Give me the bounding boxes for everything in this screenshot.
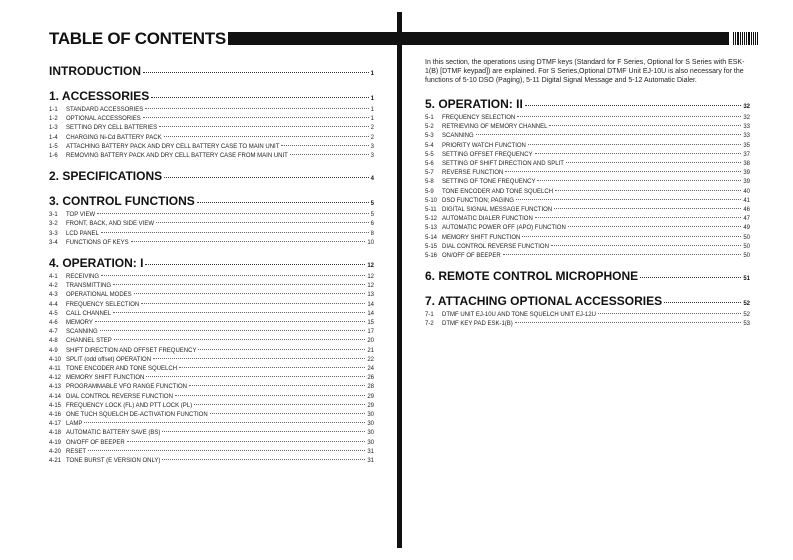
entry-number: 5-6 — [425, 161, 434, 168]
entry-number: 1-6 — [49, 153, 58, 160]
entry-page-number: 21 — [367, 347, 374, 354]
section-page-number: 5 — [370, 201, 374, 208]
right-header-ticks — [733, 32, 758, 45]
dot-leader — [146, 376, 365, 377]
entry-label: CHANNEL STEP — [66, 338, 112, 345]
toc-entry[interactable] — [425, 178, 750, 187]
toc-entry[interactable] — [49, 365, 374, 374]
entry-number: 4-5 — [49, 310, 58, 317]
entry-page-number: 15 — [367, 320, 374, 327]
right-toc-column — [425, 58, 750, 330]
toc-entry[interactable] — [49, 374, 374, 383]
entry-page-number: 46 — [743, 207, 750, 214]
entry-label: SHIFT DIRECTION AND OFFSET FREQUENCY — [66, 347, 197, 354]
dot-leader — [145, 108, 368, 109]
entry-page-number: 28 — [367, 384, 374, 391]
toc-entry[interactable] — [49, 402, 374, 411]
toc-entry[interactable] — [49, 319, 374, 328]
dot-leader — [515, 322, 742, 323]
toc-entry[interactable] — [49, 211, 374, 220]
entry-page-number: 20 — [367, 338, 374, 345]
entry-label: DIGITAL SIGNAL MESSAGE FUNCTION — [442, 207, 553, 214]
entry-label: AUTOMATIC DIALER FUNCTION — [442, 216, 533, 223]
toc-entry[interactable] — [425, 142, 750, 151]
entry-label: REMOVING BATTERY PACK AND DRY CELL BATTERY CASE FROM MAIN UNIT — [66, 153, 288, 160]
dot-leader — [281, 145, 368, 146]
dot-leader — [568, 226, 742, 227]
entry-page-number: 10 — [367, 239, 374, 246]
toc-section[interactable] — [425, 294, 750, 311]
dot-leader — [88, 450, 365, 451]
entry-label: MEMORY — [66, 320, 93, 327]
entry-page-number: 37 — [743, 151, 750, 158]
toc-entry[interactable] — [425, 197, 750, 206]
entry-number: 7-2 — [425, 321, 434, 328]
dot-leader — [476, 134, 742, 135]
toc-entry[interactable] — [425, 132, 750, 141]
entry-number: 4-16 — [49, 412, 62, 419]
dot-leader — [134, 293, 366, 294]
left-toc-column — [49, 56, 374, 466]
entry-number: 4-14 — [49, 393, 62, 400]
dot-leader — [528, 144, 741, 145]
entry-page-number: 3 — [370, 153, 374, 160]
section-title: 5. OPERATION: II — [425, 97, 523, 111]
entry-label: ON/OFF OF BEEPER — [442, 253, 501, 260]
toc-entry[interactable] — [49, 393, 374, 402]
entry-page-number: 8 — [370, 230, 374, 237]
toc-entry[interactable] — [49, 337, 374, 346]
entry-number: 4-20 — [49, 448, 62, 455]
entry-label: FREQUENCY SELECTION — [442, 115, 516, 121]
entry-number: 4-1 — [49, 274, 58, 281]
toc-entry[interactable] — [49, 143, 374, 152]
toc-entry[interactable] — [425, 215, 750, 224]
toc-section[interactable] — [425, 269, 750, 286]
entry-label: DIAL CONTROL REVERSE FUNCTION — [442, 243, 549, 250]
entry-number: 4-2 — [49, 283, 58, 290]
dot-leader — [97, 213, 369, 214]
entry-number: 4-9 — [49, 347, 58, 354]
dot-leader — [143, 72, 369, 73]
entry-page-number: 31 — [367, 448, 374, 455]
toc-entry[interactable] — [425, 188, 750, 197]
entry-page-number: 22 — [367, 356, 374, 363]
entry-page-number: 52 — [743, 312, 750, 319]
section-page-number: 1 — [370, 96, 374, 102]
entry-page-number: 40 — [743, 188, 750, 195]
entry-page-number: 39 — [743, 179, 750, 186]
dot-leader — [522, 236, 741, 237]
dot-leader — [179, 367, 365, 368]
entry-number: 4-19 — [49, 439, 62, 446]
entry-label: ATTACHING BATTERY PACK AND DRY CELL BATTERY CASE TO MAIN UNIT — [66, 143, 280, 150]
entry-number: 1-4 — [49, 134, 58, 141]
entry-label: OPERATIONAL MODES — [66, 292, 132, 299]
entry-page-number: 29 — [367, 402, 374, 409]
dot-leader — [101, 275, 365, 276]
toc-entry[interactable] — [49, 439, 374, 448]
entry-label: CHARGING Ni-Cd BATTERY PACK — [66, 134, 162, 141]
toc-entry[interactable] — [49, 411, 374, 420]
toc-entry[interactable] — [49, 106, 374, 115]
entry-number: 4-8 — [49, 338, 58, 345]
entry-page-number: 12 — [367, 283, 374, 290]
entry-label: TONE ENCODER AND TONE SQUELCH — [66, 366, 178, 373]
entry-label: DTMF KEY PAD ESK-1(B) — [442, 321, 513, 328]
section-page-number: 52 — [743, 301, 750, 308]
dot-leader — [143, 117, 369, 118]
entry-number: 5-14 — [425, 234, 438, 241]
section-title: INTRODUCTION — [49, 64, 141, 78]
entry-number: 5-11 — [425, 207, 437, 214]
entry-label: CALL CHANNEL — [66, 310, 112, 317]
entry-label: FRONT, BACK, AND SIDE VIEW — [66, 221, 155, 228]
toc-entry[interactable] — [425, 320, 750, 329]
dot-leader — [100, 330, 366, 331]
toc-entry[interactable] — [49, 291, 374, 300]
entry-page-number: 30 — [367, 421, 374, 428]
toc-section[interactable] — [49, 169, 374, 186]
entry-label: TONE ENCODER AND TONE SQUELCH — [442, 188, 554, 195]
entry-label: AUTOMATIC BATTERY SAVE (BS) — [66, 430, 161, 437]
entry-number: 5-13 — [425, 225, 438, 232]
section-title: 7. ATTACHING OPTIONAL ACCESSORIES — [425, 294, 663, 309]
entry-number: 5-8 — [425, 179, 434, 186]
toc-entry[interactable] — [425, 243, 750, 252]
toc-entry[interactable] — [425, 252, 750, 261]
toc-section[interactable] — [49, 256, 374, 273]
toc-entry[interactable] — [49, 383, 374, 392]
entry-page-number: 2 — [370, 134, 374, 141]
dot-leader — [537, 180, 741, 181]
entry-number: 3-2 — [49, 221, 58, 228]
dot-leader — [210, 413, 366, 414]
entry-number: 4-7 — [49, 329, 58, 336]
entry-number: 1-5 — [49, 143, 58, 150]
dot-leader — [566, 162, 741, 163]
toc-entry[interactable] — [49, 239, 374, 248]
toc-entry[interactable] — [425, 169, 750, 178]
entry-label: DIAL CONTROL REVERSE FUNCTION — [66, 393, 173, 400]
entry-number: 4-10 — [49, 356, 62, 363]
toc-entry[interactable] — [49, 301, 374, 310]
entry-number: 4-4 — [49, 301, 58, 308]
entry-number: 5-2 — [425, 124, 434, 131]
toc-section[interactable] — [49, 89, 374, 106]
entry-number: 5-7 — [425, 170, 434, 177]
toc-entry[interactable] — [49, 282, 374, 291]
entry-number: 5-3 — [425, 133, 434, 140]
entry-label: FREQUENCY LOCK (FL) AND PTT LOCK (PL) — [66, 402, 193, 409]
entry-number: 5-5 — [425, 151, 434, 158]
section-page-number: 4 — [370, 176, 374, 183]
toc-entry[interactable] — [49, 356, 374, 365]
book-spine — [397, 12, 402, 548]
dot-leader — [113, 312, 365, 313]
section-page-number: 12 — [367, 263, 374, 270]
page-title: TABLE OF CONTENTS — [49, 29, 226, 48]
dot-leader — [505, 171, 741, 172]
section-title: 4. OPERATION: I — [49, 256, 144, 271]
dot-leader — [101, 232, 369, 233]
dot-leader — [141, 303, 365, 304]
toc-header — [49, 29, 401, 49]
entry-page-number: 30 — [367, 412, 374, 419]
toc-entry[interactable] — [49, 115, 374, 124]
toc-entry[interactable] — [425, 224, 750, 233]
entry-page-number: 35 — [743, 142, 750, 149]
section-title: 6. REMOTE CONTROL MICROPHONE — [425, 269, 639, 284]
entry-number: 3-3 — [49, 230, 58, 237]
entry-label: TOP VIEW — [66, 212, 96, 219]
toc-entry[interactable] — [425, 123, 750, 132]
entry-number: 7-1 — [425, 312, 434, 319]
entry-number: 5-9 — [425, 188, 434, 195]
toc-entry[interactable] — [49, 328, 374, 337]
dot-leader — [554, 208, 741, 209]
entry-label: AUTOMATIC POWER OFF (APO) FUNCTION — [442, 225, 566, 232]
entry-label: SPLIT (odd offset) OPERATION — [66, 356, 152, 363]
entry-page-number: 50 — [743, 253, 750, 260]
entry-page-number: 32 — [743, 115, 750, 121]
entry-page-number: 49 — [743, 225, 750, 232]
entry-label: DTMF UNIT EJ-10U AND TONE SQUELCH UNIT EJ-12U — [442, 312, 596, 319]
entry-number: 4-17 — [49, 421, 62, 428]
toc-entry[interactable] — [425, 151, 750, 160]
entry-label: RESET — [66, 448, 87, 455]
entry-page-number: 53 — [743, 321, 750, 328]
toc-entry[interactable] — [49, 273, 374, 282]
entry-page-number: 2 — [370, 125, 374, 132]
toc-entry[interactable] — [49, 347, 374, 356]
dot-leader — [164, 136, 369, 137]
entry-label: RECEIVING — [66, 274, 100, 281]
entry-number: 1-2 — [49, 116, 58, 123]
dot-leader — [151, 97, 368, 98]
toc-entry[interactable] — [49, 152, 374, 161]
dot-leader — [84, 422, 365, 423]
entry-label: ON/OFF OF BEEPER — [66, 439, 125, 446]
entry-number: 5-1 — [425, 115, 434, 121]
entry-page-number: 13 — [367, 292, 374, 299]
entry-label: OPTIONAL ACCESSORIES — [66, 116, 141, 123]
entry-page-number: 1 — [370, 116, 374, 123]
entry-label: SETTING OF TONE FREQUENCY — [442, 179, 536, 186]
entry-number: 5-15 — [425, 243, 438, 250]
dot-leader — [598, 313, 741, 314]
dot-leader — [162, 459, 365, 460]
entry-page-number: 1 — [370, 107, 374, 113]
dot-leader — [525, 105, 742, 106]
section-title: 1. ACCESSORIES — [49, 89, 150, 103]
entry-page-number: 17 — [367, 329, 374, 336]
toc-entry[interactable] — [49, 124, 374, 133]
entry-label: RETRIEVING OF MEMORY CHANNEL — [442, 124, 548, 131]
entry-page-number: 38 — [743, 161, 750, 168]
entry-page-number: 47 — [743, 216, 750, 223]
entry-number: 4-15 — [49, 402, 62, 409]
entry-page-number: 6 — [370, 221, 374, 228]
entry-page-number: 24 — [367, 366, 374, 373]
toc-entry[interactable] — [49, 134, 374, 143]
entry-label: SETTING OF SHIFT DIRECTION AND SPLIT — [442, 161, 564, 168]
entry-page-number: 31 — [367, 458, 374, 465]
section-title: 2. SPECIFICATIONS — [49, 169, 163, 184]
toc-entry[interactable] — [425, 114, 750, 123]
toc-entry[interactable] — [425, 311, 750, 320]
toc-section[interactable] — [49, 64, 374, 81]
dot-leader — [194, 404, 365, 405]
dot-leader — [164, 177, 369, 178]
entry-page-number: 29 — [367, 393, 374, 400]
toc-section[interactable] — [425, 97, 750, 114]
entry-number: 5-10 — [425, 197, 438, 204]
entry-number: 5-16 — [425, 253, 438, 260]
toc-entry[interactable] — [425, 160, 750, 169]
operation-intro-text: In this section, the operations using DTMF keys (Standard for F Series, Optional for S Series with ESK-1(B) [DTMF keypad]) are explained. For S Series,Optional DTMF Unit EJ-10U is also necessary for the functions of 5-10 DSO (Paging), 5-11 Digital Signal Message and 5-12 Automatic Dialer. — [425, 59, 745, 84]
entry-number: 3-1 — [49, 212, 58, 219]
dot-leader — [503, 254, 742, 255]
entry-number: 4-12 — [49, 375, 62, 382]
dot-leader — [156, 222, 369, 223]
entry-number: 4-6 — [49, 320, 58, 327]
section-page-number: 1 — [370, 71, 374, 77]
toc-entry[interactable] — [425, 206, 750, 215]
dot-leader — [113, 284, 365, 285]
section-page-number: 51 — [743, 276, 750, 283]
entry-page-number: 14 — [367, 301, 374, 308]
toc-entry[interactable] — [49, 457, 374, 466]
entry-page-number: 3 — [370, 143, 374, 150]
entry-label: REVERSE FUNCTION — [442, 170, 504, 177]
entry-page-number: 30 — [367, 439, 374, 446]
entry-label: LCD PANEL — [66, 230, 99, 237]
entry-number: 4-3 — [49, 292, 58, 299]
entry-number: 5-4 — [425, 142, 434, 149]
dot-leader — [162, 431, 365, 432]
toc-entry[interactable] — [49, 448, 374, 457]
entry-label: DSO FUNCTION; PAGING — [442, 197, 514, 204]
entry-number: 4-21 — [49, 458, 62, 465]
section-page-number: 32 — [743, 104, 750, 110]
dot-leader — [197, 202, 369, 203]
toc-entry[interactable] — [49, 429, 374, 438]
entry-label: STANDARD ACCESSORIES — [66, 107, 144, 113]
dot-leader — [551, 245, 741, 246]
entry-page-number: 50 — [743, 234, 750, 241]
entry-number: 4-13 — [49, 384, 62, 391]
right-header-bar — [402, 32, 729, 45]
entry-number: 5-12 — [425, 216, 438, 223]
toc-entry[interactable] — [49, 220, 374, 229]
dot-leader — [516, 199, 741, 200]
section-title: 3. CONTROL FUNCTIONS — [49, 194, 195, 209]
dot-leader — [640, 277, 741, 278]
dot-leader — [175, 395, 365, 396]
dot-leader — [535, 217, 742, 218]
entry-page-number: 50 — [743, 243, 750, 250]
entry-label: LAMP — [66, 421, 83, 428]
entry-page-number: 39 — [743, 170, 750, 177]
dot-leader — [555, 190, 741, 191]
dot-leader — [153, 358, 365, 359]
entry-label: MEMORY SHIFT FUNCTION — [442, 234, 521, 241]
toc-entry[interactable] — [49, 230, 374, 239]
entry-label: TONE BURST (E VERSION ONLY) — [66, 458, 161, 465]
dot-leader — [549, 125, 741, 126]
toc-entry[interactable] — [49, 420, 374, 429]
entry-label: FREQUENCY SELECTION — [66, 301, 140, 308]
toc-entry[interactable] — [49, 310, 374, 319]
entry-label: SCANNING — [442, 133, 474, 140]
entry-number: 4-18 — [49, 430, 62, 437]
entry-label: ONE TUCH SQUELCH DE-ACTIVATION FUNCTION — [66, 412, 208, 419]
entry-page-number: 14 — [367, 310, 374, 317]
dot-leader — [198, 349, 365, 350]
dot-leader — [664, 302, 741, 303]
dot-leader — [189, 385, 365, 386]
entry-label: MEMORY SHIFT FUNCTION — [66, 375, 145, 382]
entry-label: SETTING OFFSET FREQUENCY — [442, 151, 533, 158]
entry-page-number: 30 — [367, 430, 374, 437]
entry-number: 3-4 — [49, 239, 58, 246]
entry-page-number: 26 — [367, 375, 374, 382]
entry-page-number: 5 — [370, 212, 374, 219]
entry-page-number: 33 — [743, 133, 750, 140]
entry-number: 1-3 — [49, 125, 58, 132]
entry-label: SCANNING — [66, 329, 98, 336]
entry-label: FUNCTIONS OF KEYS — [66, 239, 129, 246]
entry-page-number: 12 — [367, 274, 374, 281]
entry-label: SETTING DRY CELL BATTERIES — [66, 125, 158, 132]
toc-entry[interactable] — [425, 234, 750, 243]
entry-page-number: 33 — [743, 124, 750, 131]
entry-label: PROGRAMMABLE VFO RANGE FUNCTION — [66, 384, 188, 391]
dot-leader — [145, 264, 365, 265]
dot-leader — [114, 339, 366, 340]
dot-leader — [95, 321, 365, 322]
entry-page-number: 41 — [743, 197, 750, 204]
entry-number: 1-1 — [49, 107, 58, 113]
dot-leader — [159, 126, 369, 127]
dot-leader — [290, 154, 369, 155]
dot-leader — [127, 441, 366, 442]
dot-leader — [535, 153, 742, 154]
dot-leader — [517, 116, 741, 117]
dot-leader — [131, 241, 366, 242]
entry-label: PRIORITY WATCH FUNCTION — [442, 142, 526, 149]
entry-label: TRANSMITTING — [66, 283, 111, 290]
entry-number: 4-11 — [49, 366, 61, 373]
toc-section[interactable] — [49, 194, 374, 211]
